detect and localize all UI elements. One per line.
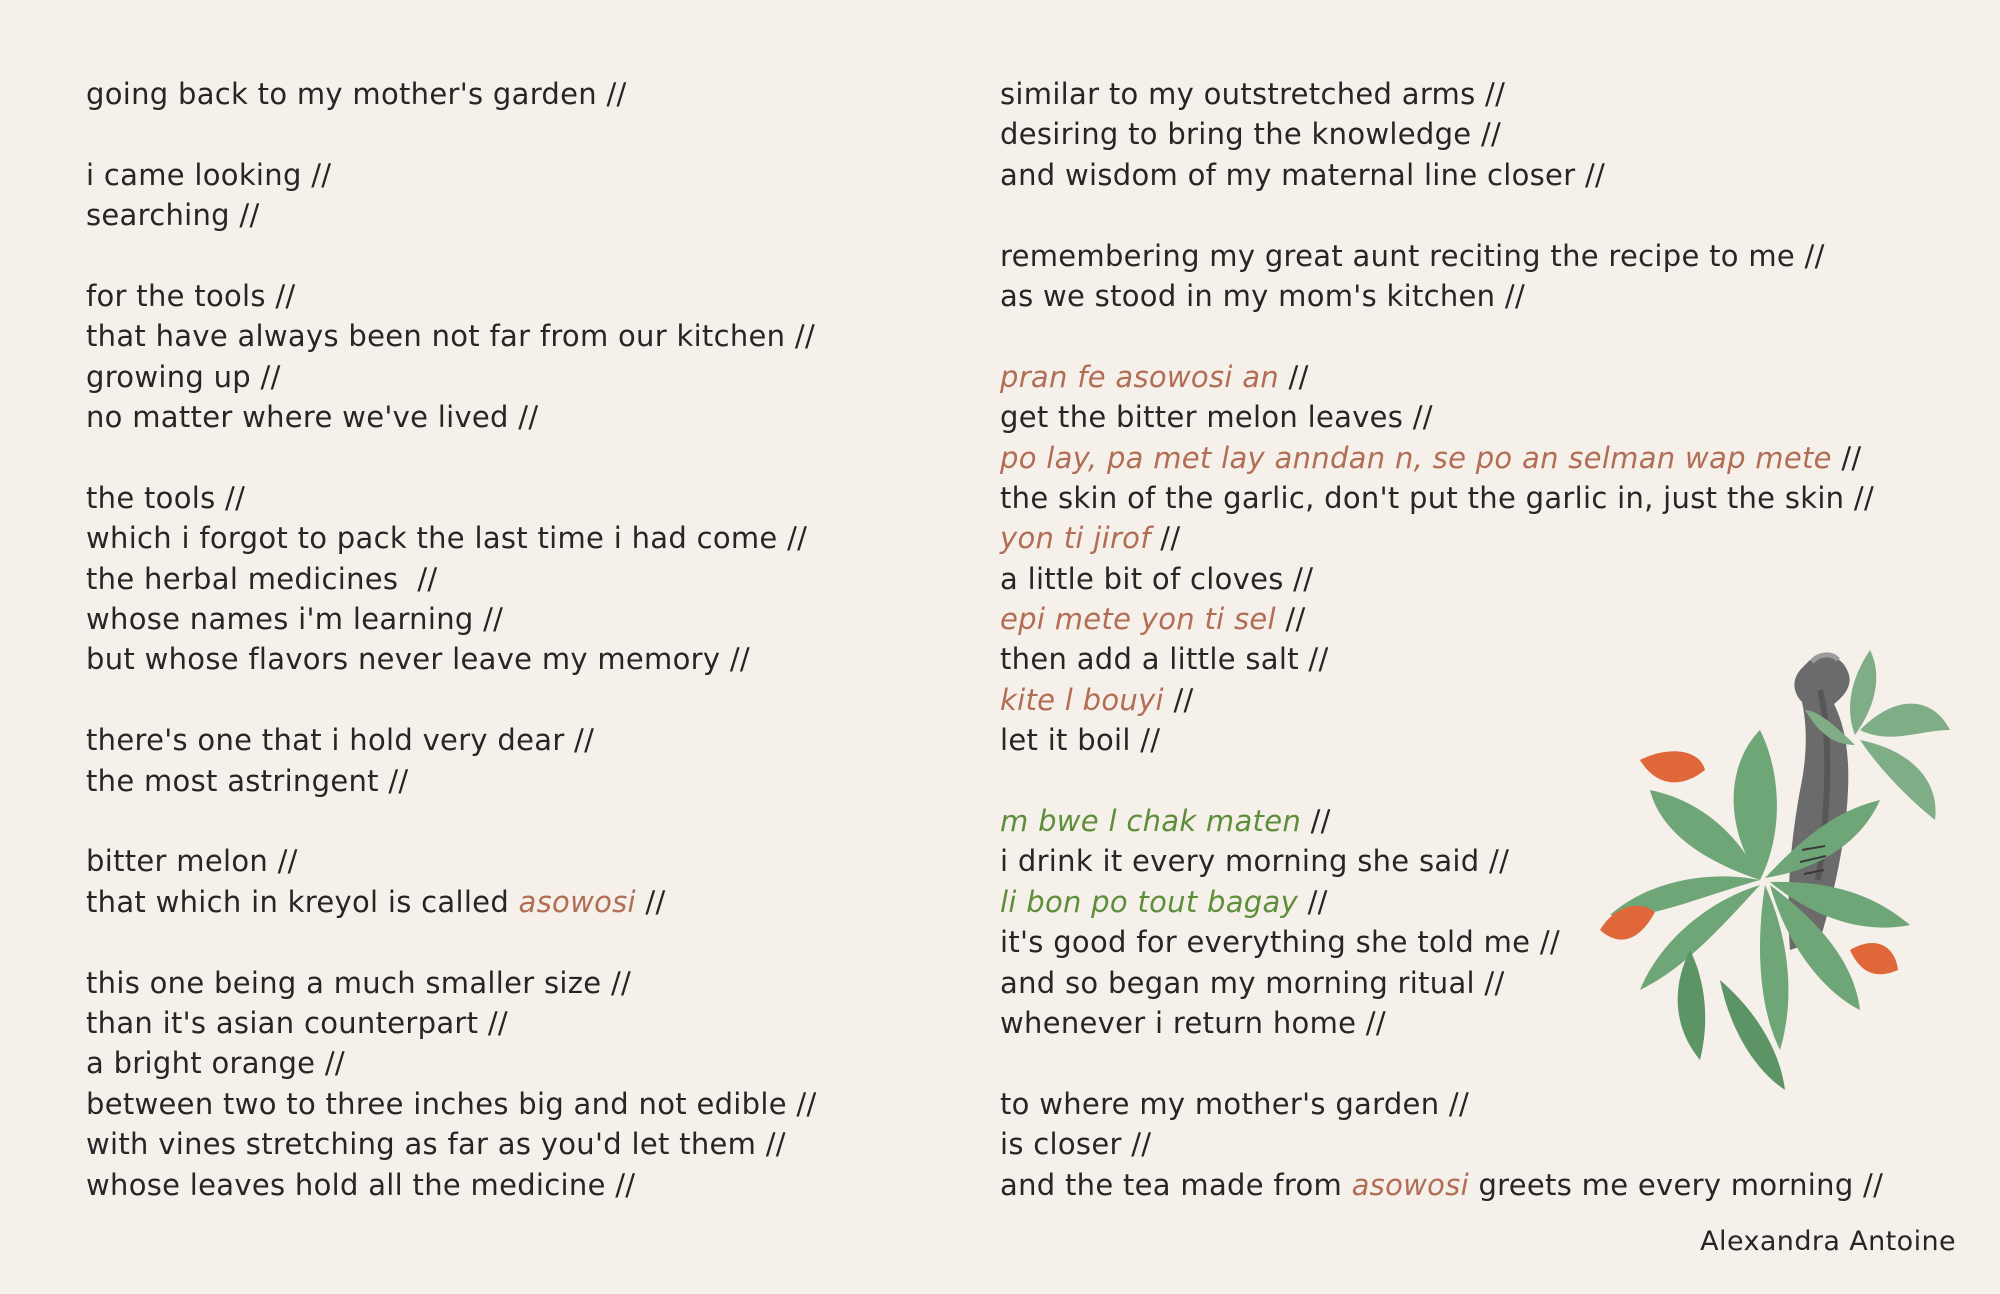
line-text: that have always been not far from our kitchen //: [86, 319, 816, 354]
line-text: for the tools //: [86, 278, 296, 313]
line-text: it's good for everything she told me //: [1000, 925, 1560, 960]
line-text: whenever i return home //: [1000, 1005, 1386, 1040]
kreyol-phrase: asowosi: [1351, 1167, 1469, 1202]
poem-line: [86, 397, 986, 437]
line-text: growing up //: [86, 359, 281, 394]
line-text: with vines stretching as far as you'd let them //: [86, 1127, 786, 1162]
poem-line: [86, 1003, 986, 1043]
stanza-break: [86, 114, 986, 154]
line-text: i came looking //: [86, 157, 332, 192]
line-text: remembering my great aunt reciting the recipe to me //: [1000, 238, 1825, 273]
line-text: greets me every morning //: [1468, 1167, 1884, 1202]
line-text: there's one that i hold very dear //: [86, 723, 595, 758]
line-text: let it boil //: [1000, 723, 1161, 758]
line-text: bitter melon //: [86, 844, 298, 879]
line-text: get the bitter melon leaves //: [1000, 400, 1433, 435]
line-text: the most astringent //: [86, 763, 409, 798]
poem-line: [86, 963, 986, 1003]
poem-line: [86, 1124, 986, 1164]
poem-left-column: [86, 74, 986, 1205]
poem-line: [86, 155, 986, 195]
poem-line: [86, 882, 986, 922]
line-text: is closer //: [1000, 1127, 1152, 1162]
poem-line: [86, 1043, 986, 1083]
line-text: //: [1301, 804, 1331, 839]
line-text: then add a little salt //: [1000, 642, 1329, 677]
line-text: and so began my morning ritual //: [1000, 965, 1505, 1000]
stanza-break: [86, 438, 986, 478]
line-text: the tools //: [86, 480, 246, 515]
poem-line: [86, 316, 986, 356]
line-text: no matter where we've lived //: [86, 400, 539, 435]
poem-line: [1000, 276, 1960, 316]
line-text: //: [1298, 884, 1328, 919]
line-text: //: [1150, 521, 1181, 556]
stanza-break: [86, 922, 986, 962]
line-text: whose leaves hold all the medicine //: [86, 1167, 636, 1202]
line-text: whose names i'm learning //: [86, 602, 504, 637]
poem-line: [86, 1084, 986, 1124]
poem-line: [1000, 114, 1960, 154]
kreyol-phrase: li bon po tout bagay: [1000, 884, 1299, 919]
poem-line: [86, 478, 986, 518]
poem-line: [86, 841, 986, 881]
line-text: i drink it every morning she said //: [1000, 844, 1510, 879]
line-text: and the tea made from: [1000, 1167, 1352, 1202]
line-text: this one being a much smaller size //: [86, 965, 632, 1000]
poem-line: [86, 720, 986, 760]
line-text: searching //: [86, 198, 260, 233]
poem-line: [1000, 478, 1960, 518]
kreyol-phrase: epi mete yon ti sel: [1000, 602, 1276, 637]
poem-line: [86, 518, 986, 558]
line-text: and wisdom of my maternal line closer //: [1000, 157, 1606, 192]
stanza-break: [86, 236, 986, 276]
poem-line: [86, 74, 986, 114]
line-text: the herbal medicines //: [86, 561, 438, 596]
poem-line: [1000, 74, 1960, 114]
stanza-break: [86, 680, 986, 720]
line-text: a little bit of cloves //: [1000, 561, 1314, 596]
kreyol-phrase: yon ti jirof: [1000, 521, 1151, 556]
line-text: between two to three inches big and not edible //: [86, 1086, 817, 1121]
kreyol-phrase: po lay, pa met lay anndan n, se po an selman wap mete: [1000, 440, 1832, 475]
poem-line: [86, 276, 986, 316]
poem-line: [86, 761, 986, 801]
kreyol-phrase: kite l bouyi: [1000, 682, 1164, 717]
poem-line: [1000, 397, 1960, 437]
line-text: than it's asian counterpart //: [86, 1005, 508, 1040]
poem-line: [86, 357, 986, 397]
line-text: that which in kreyol is called: [86, 884, 519, 919]
poem-line: [86, 599, 986, 639]
poem-line: [86, 639, 986, 679]
kreyol-phrase: pran fe asowosi an: [1000, 359, 1279, 394]
poem-line: [1000, 155, 1960, 195]
stanza-break: [1000, 195, 1960, 235]
line-text: //: [1279, 359, 1309, 394]
author-name: Alexandra Antoine: [1700, 1226, 1956, 1257]
poem-line: [1000, 559, 1960, 599]
line-text: as we stood in my mom's kitchen //: [1000, 278, 1526, 313]
hand-leaves-collage-illustration: [1580, 650, 1960, 1120]
line-text: the skin of the garlic, don't put the garlic in, just the skin //: [1000, 480, 1875, 515]
poem-line: [86, 195, 986, 235]
line-text: to where my mother's garden //: [1000, 1086, 1470, 1121]
line-text: //: [1831, 440, 1862, 475]
kreyol-phrase: asowosi: [518, 884, 636, 919]
poem-line: [86, 1165, 986, 1205]
line-text: desiring to bring the knowledge //: [1000, 117, 1502, 152]
line-text: but whose flavors never leave my memory //: [86, 642, 750, 677]
poem-line: [1000, 1165, 1960, 1205]
kreyol-phrase: m bwe l chak maten: [1000, 804, 1302, 839]
line-text: similar to my outstretched arms //: [1000, 77, 1506, 111]
line-text: //: [1163, 682, 1194, 717]
poem-line: [1000, 357, 1960, 397]
line-text: //: [635, 884, 666, 919]
poem-line: [1000, 518, 1960, 558]
stanza-break: [86, 801, 986, 841]
poem-line: [1000, 236, 1960, 276]
poem-line: [1000, 438, 1960, 478]
poem-line: [1000, 599, 1960, 639]
line-text: which i forgot to pack the last time i had come //: [86, 521, 808, 556]
stanza-break: [1000, 316, 1960, 356]
poem-line: [1000, 1124, 1960, 1164]
line-text: //: [1275, 602, 1306, 637]
poem-line: [86, 559, 986, 599]
line-text: a bright orange //: [86, 1046, 345, 1081]
line-text: going back to my mother's garden //: [86, 77, 627, 111]
